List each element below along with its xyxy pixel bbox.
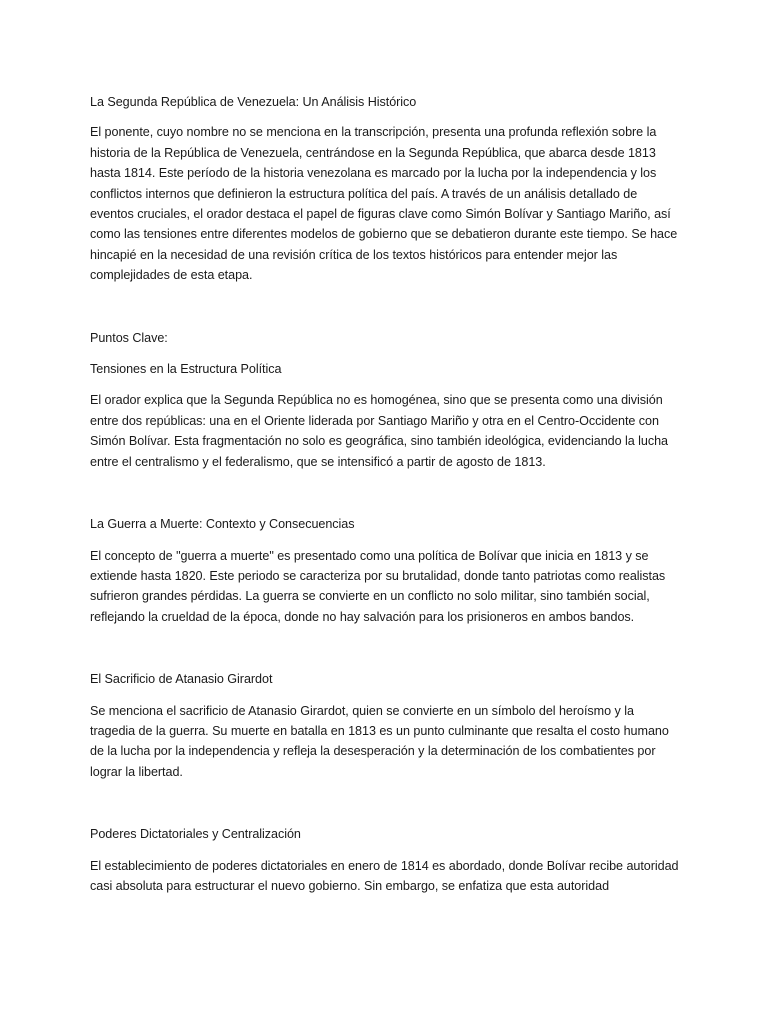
- section-body-political-structure: El orador explica que la Segunda República no es homogénea, sino que se presenta como una división entre dos repúblicas: una en el Oriente liderada por Santiago Mariño y otra en el Centro-Occidente con Simón Bolívar. Esta fragmentación no solo es geográfica, sino también ideológica, evidenciando la lucha entre el centralismo y el federalismo, que se intensificó a partir de agosto de 1813.: [90, 393, 669, 469]
- document-content: [90, 92, 680, 906]
- intro-paragraph: El ponente, cuyo nombre no se menciona en la transcripción, presenta una profunda reflexión sobre la historia de la República de Venezuela, centrándose en la Segunda República, que abarca desde 1813 hasta 1814. Este período de la historia venezolana es marcado por la lucha por la independencia y los conflictos internos que definieron la estructura política del país. A través de un análisis detallado de eventos cruciales, el orador destaca el papel de figuras clave como Simón Bolívar y Santiago Mariño, así como las tensiones entre diferentes modelos de gobierno que se debatieron durante este tiempo. Se hace hincapié en la necesidad de una revisión crítica de los textos históricos para entender mejor las complejidades de esta etapa.: [90, 125, 678, 283]
- section-heading-political-structure: Tensiones en la Estructura Política: [90, 362, 282, 377]
- section-heading-girardot: El Sacrificio de Atanasio Girardot: [90, 672, 273, 687]
- section-body-girardot: Se menciona el sacrificio de Atanasio Girardot, quien se convierte en un símbolo del heroísmo y la tragedia de la guerra. Su muerte en batalla en 1813 es un punto culminante que resalta el costo humano de la lucha por la independencia y refleja la desesperación y la determinación de los combatientes por lograr la libertad.: [90, 703, 669, 779]
- section-body-dictatorial-powers: El establecimiento de poderes dictatoriales en enero de 1814 es abordado, donde Bolívar recibe autoridad casi absoluta para estructurar el nuevo gobierno. Sin embargo, se enfatiza que esta autoridad: [90, 858, 679, 893]
- section-heading-dictatorial-powers: Poderes Dictatoriales y Centralización: [90, 827, 301, 842]
- key-points-label: Puntos Clave:: [90, 330, 168, 345]
- document-title: La Segunda República de Venezuela: Un Análisis Histórico: [90, 95, 417, 109]
- section-heading-war-to-death: La Guerra a Muerte: Contexto y Consecuencias: [90, 517, 355, 532]
- section-body-war-to-death: El concepto de "guerra a muerte" es presentado como una política de Bolívar que inicia en 1813 y se extiende hasta 1820. Este periodo se caracteriza por su brutalidad, donde tanto patriotas como realistas sufrieron grandes pérdidas. La guerra se convierte en un conflicto no solo militar, sino también social, reflejando la crueldad de la época, donde no hay salvación para los prisioneros en ambos bandos.: [90, 548, 666, 624]
